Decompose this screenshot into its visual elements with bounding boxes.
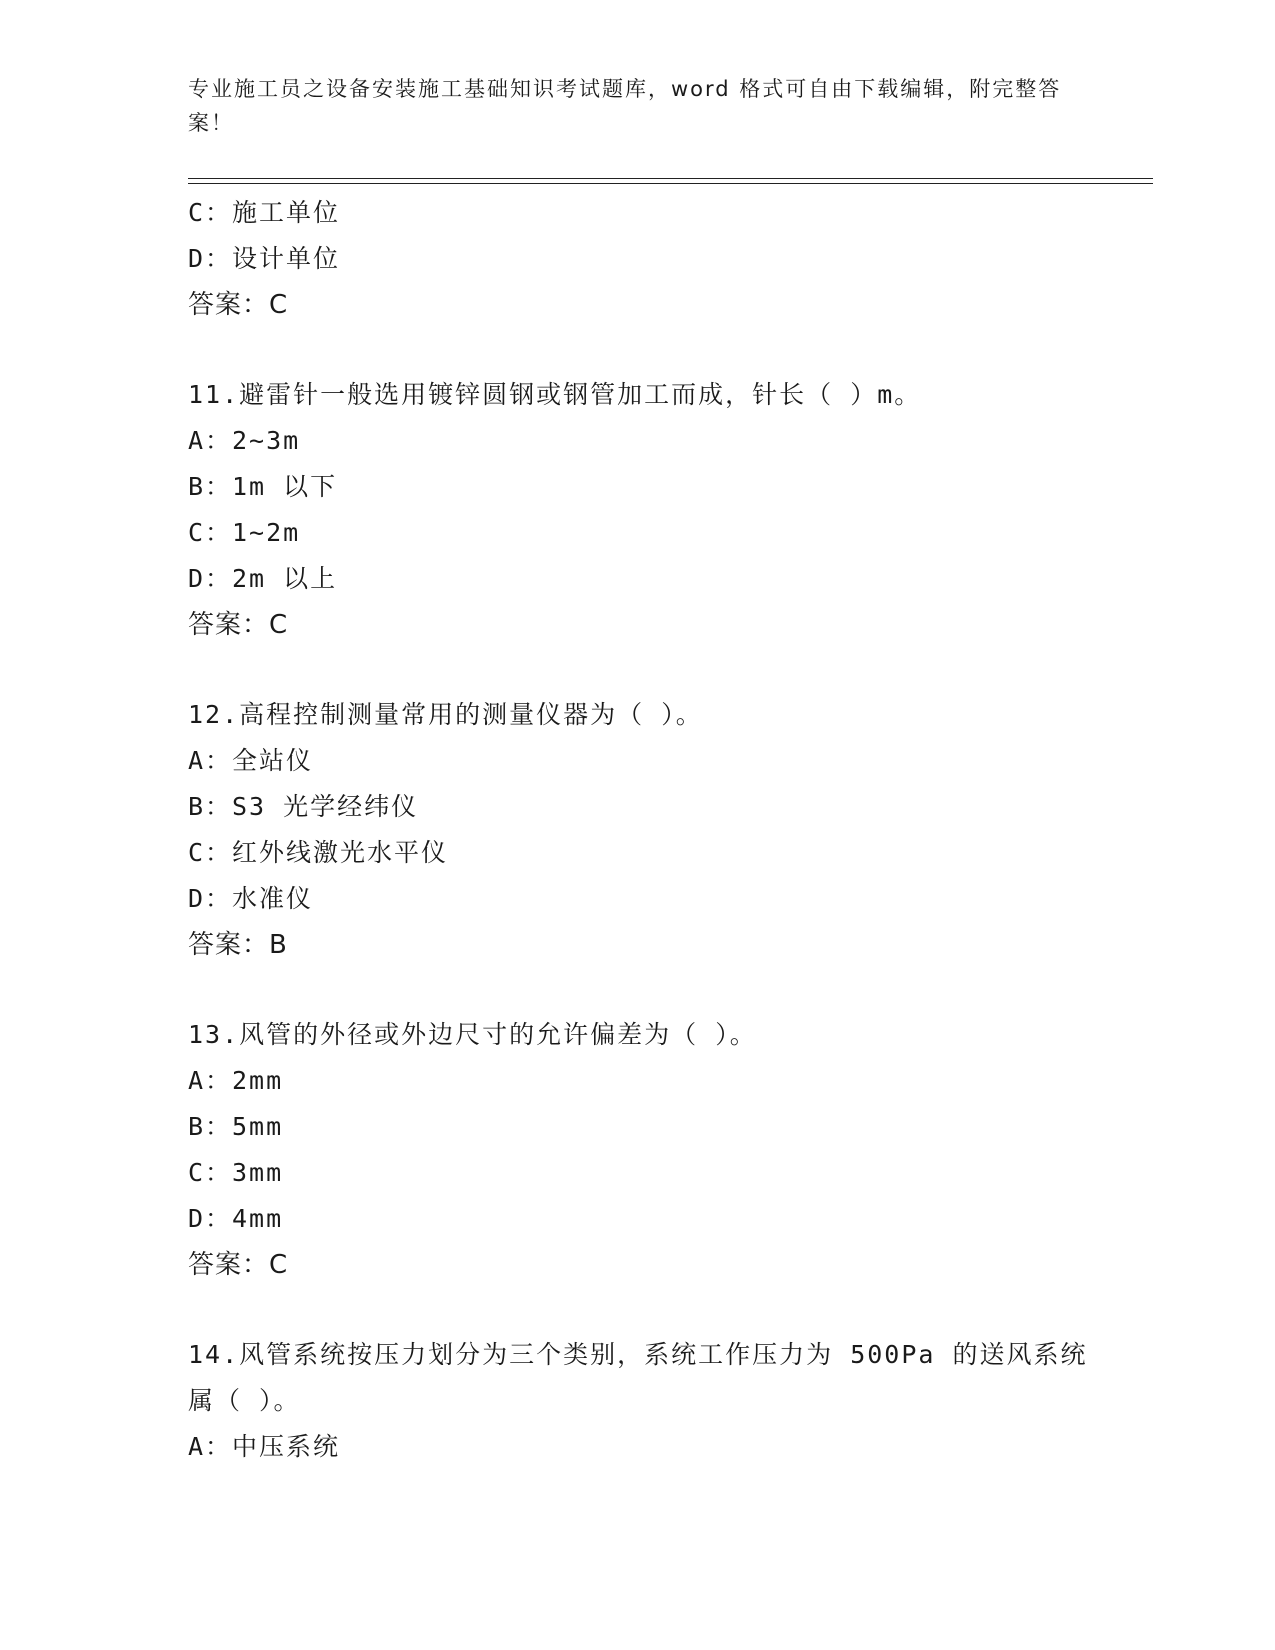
option-d — [188, 236, 1088, 282]
option-text: 1~2m — [232, 518, 301, 547]
option-d — [188, 876, 1088, 922]
option-c — [188, 510, 1088, 556]
option-text: 设计单位 — [232, 244, 341, 273]
option-letter: A： — [188, 746, 233, 775]
option-text: S3 光学经纬仪 — [232, 792, 419, 821]
option-text: 1m 以下 — [232, 472, 338, 501]
question-12: 12.高程控制测量常用的测量仪器为（ ）。 — [188, 700, 703, 729]
option-b — [188, 464, 1088, 510]
answer-line: 答案：C — [188, 290, 289, 320]
option-letter: D： — [188, 564, 233, 593]
option-a — [188, 418, 1088, 464]
option-c — [188, 1150, 1088, 1196]
option-text: 2~3m — [232, 426, 301, 455]
option-text: 3mm — [232, 1158, 284, 1187]
option-d — [188, 556, 1088, 602]
option-d — [188, 1196, 1088, 1242]
question-13: 13.风管的外径或外边尺寸的允许偏差为（ ）。 — [188, 1020, 757, 1049]
answer-line: 答案：C — [188, 610, 289, 640]
option-text: 2mm — [232, 1066, 284, 1095]
question-11: 11.避雷针一般选用镀锌圆钢或钢管加工而成，针长（ ）m。 — [188, 380, 922, 409]
option-b — [188, 1104, 1088, 1150]
question-14: 14.风管系统按压力划分为三个类别，系统工作压力为 500Pa 的送风系统属（ ）。 — [188, 1340, 1088, 1415]
option-letter: B： — [188, 472, 233, 501]
option-letter: B： — [188, 1112, 233, 1141]
option-letter: C： — [188, 518, 233, 547]
option-letter: D： — [188, 1204, 233, 1233]
option-letter: C： — [188, 198, 233, 227]
option-c — [188, 190, 1088, 236]
answer-line: 答案：B — [188, 930, 288, 960]
header-rule-top — [188, 178, 1153, 179]
option-a — [188, 1424, 1088, 1470]
option-a — [188, 738, 1088, 784]
answer-line: 答案：C — [188, 1250, 289, 1280]
option-text: 5mm — [232, 1112, 284, 1141]
option-c — [188, 830, 1088, 876]
document-header: 专业施工员之设备安装施工基础知识考试题库，word 格式可自由下载编辑，附完整答案！ — [188, 77, 1062, 135]
option-text: 全站仪 — [232, 746, 314, 775]
option-letter: C： — [188, 838, 233, 867]
option-letter: A： — [188, 426, 233, 455]
option-letter: A： — [188, 1432, 233, 1461]
option-letter: B： — [188, 792, 233, 821]
option-letter: D： — [188, 244, 233, 273]
option-b — [188, 784, 1088, 830]
option-text: 2m 以上 — [232, 564, 338, 593]
question-content — [188, 190, 1088, 1470]
option-text: 4mm — [232, 1204, 284, 1233]
option-a — [188, 1058, 1088, 1104]
header-rule-bottom — [188, 183, 1153, 184]
option-text: 中压系统 — [232, 1432, 341, 1461]
option-text: 水准仪 — [232, 884, 314, 913]
option-letter: C： — [188, 1158, 233, 1187]
option-letter: D： — [188, 884, 233, 913]
option-text: 施工单位 — [232, 198, 341, 227]
option-letter: A： — [188, 1066, 233, 1095]
option-text: 红外线激光水平仪 — [232, 838, 449, 867]
